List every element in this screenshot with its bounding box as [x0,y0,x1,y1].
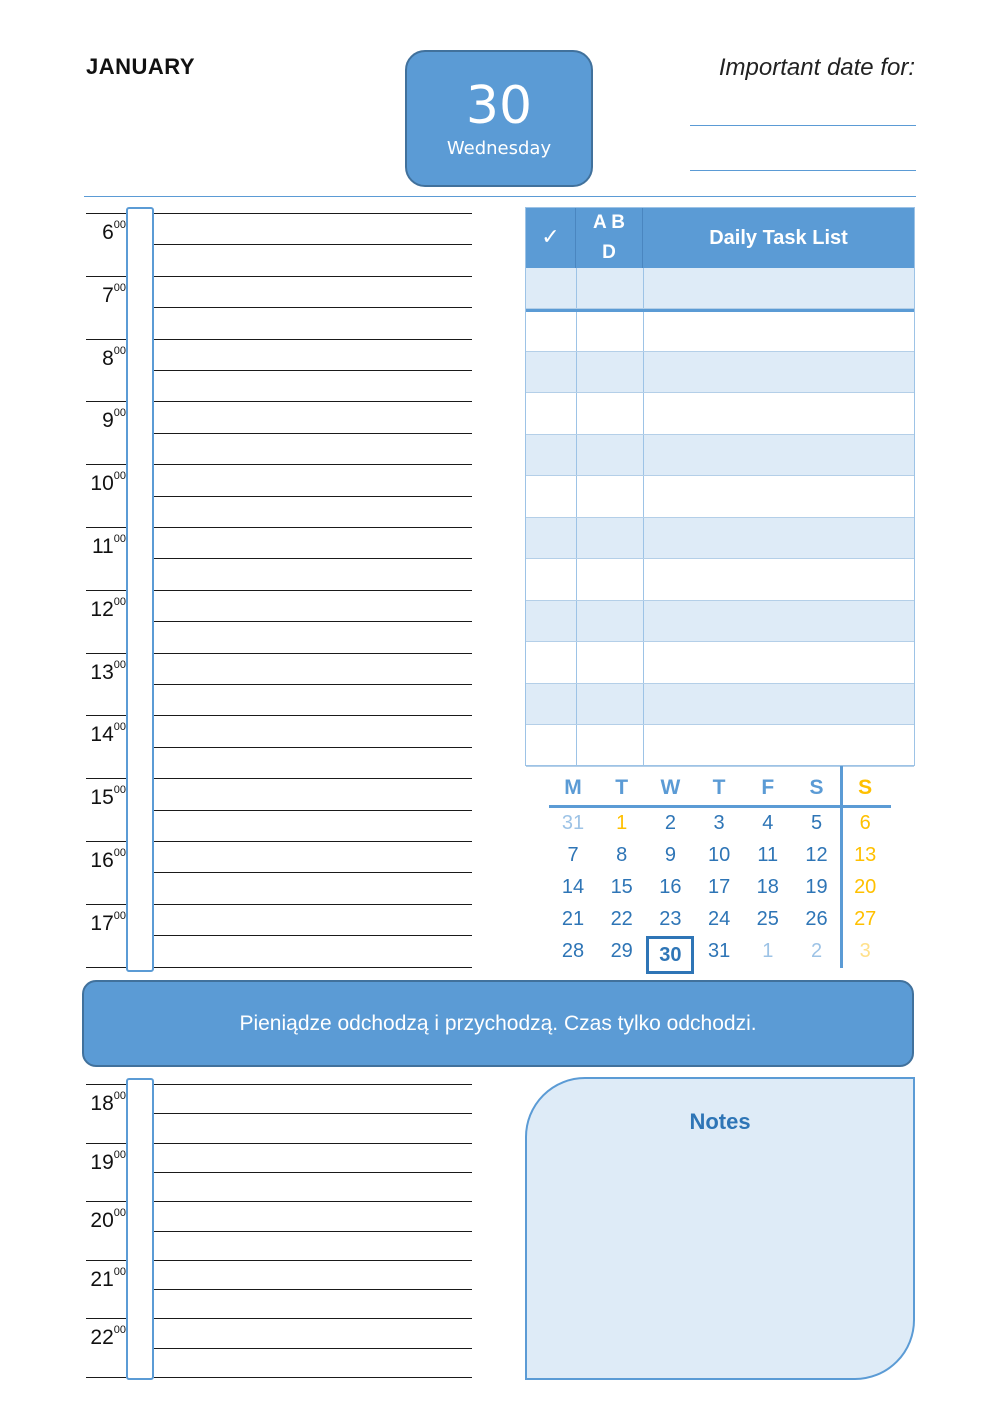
hour-tick-line [86,967,126,968]
schedule-writing-line[interactable] [154,527,472,528]
hour-label [84,1148,126,1175]
hour-value: 15 [90,786,114,810]
task-row[interactable] [526,725,914,767]
calendar-day[interactable]: 10 [707,844,731,866]
weekday-header: S [809,776,824,799]
schedule-writing-line[interactable] [154,810,472,811]
hour-tick-line [86,904,126,905]
schedule-writing-line[interactable] [154,1084,472,1085]
task-row[interactable] [526,310,914,352]
task-row[interactable] [526,684,914,726]
schedule-writing-line[interactable] [154,558,472,559]
calendar-day[interactable]: 1 [616,812,628,834]
schedule-writing-line[interactable] [154,1260,472,1261]
hour-tick-line [86,401,126,402]
hour-value: 8 [102,346,114,370]
calendar-day[interactable]: 31 [707,940,731,962]
task-list-header [526,208,914,268]
hour-label [84,1092,126,1116]
hour-label [84,1209,126,1233]
mini-calendar [549,772,891,972]
calendar-day[interactable]: 25 [756,908,779,930]
day-number: 30 [465,76,533,136]
hour-value: 6 [102,221,114,244]
task-row[interactable] [526,642,914,684]
minute-value: 00 [113,595,126,608]
calendar-day[interactable]: 8 [616,844,628,866]
calendar-day[interactable]: 15 [610,876,633,898]
calendar-day[interactable]: 21 [561,908,585,930]
minute-value: 00 [113,1265,126,1278]
schedule-writing-line[interactable] [154,276,472,277]
schedule-writing-line[interactable] [154,872,472,873]
hour-label [84,849,126,873]
schedule-writing-line[interactable] [154,778,472,779]
schedule-writing-line[interactable] [154,653,472,654]
date-badge [405,50,593,187]
hour-tick-line [86,1201,126,1202]
minute-value: 00 [113,219,126,231]
hour-tick-line [86,715,126,716]
weekday-header: F [761,776,775,799]
calendar-day[interactable]: 12 [805,844,828,866]
notes-box[interactable] [525,1077,915,1380]
important-date-label: Important date for: [718,54,915,81]
hour-label [84,658,126,685]
weekday-header: T [712,776,726,799]
hour-tick-line [86,1143,126,1144]
calendar-day[interactable]: 29 [610,940,633,962]
schedule-writing-line[interactable] [154,904,472,905]
calendar-day[interactable]: 2 [664,812,676,834]
calendar-day[interactable]: 14 [561,876,585,898]
schedule-writing-line[interactable] [154,747,472,748]
task-cell-divider [576,559,577,600]
month-title: JANUARY [86,54,196,79]
minute-value: 00 [113,909,126,922]
schedule-writing-line[interactable] [154,496,472,497]
schedule-writing-line[interactable] [154,935,472,936]
calendar-day[interactable]: 28 [561,940,585,962]
hour-value: 13 [90,660,114,684]
weekday-header: M [564,776,582,799]
hour-label [84,344,126,371]
task-cell-divider [576,684,577,725]
notes-title: Notes [689,1109,751,1134]
priority-header-text: A B D [592,212,626,263]
task-row[interactable] [526,435,914,477]
task-row[interactable] [526,393,914,435]
calendar-day[interactable]: 1 [762,940,774,962]
minute-value: 00 [113,281,126,294]
hour-label [84,1326,126,1350]
schedule-writing-line[interactable] [154,621,472,622]
task-cell-divider [576,310,577,351]
weekday-header: T [615,776,629,799]
schedule-writing-line[interactable] [154,244,472,245]
task-cell-divider [643,310,644,351]
schedule-writing-line[interactable] [154,967,472,968]
hour-tick-line [86,527,126,528]
calendar-day[interactable]: 6 [859,812,871,834]
calendar-day[interactable]: 2 [810,940,823,962]
task-cell-divider [643,601,644,642]
task-cell-divider [643,518,644,559]
minute-value: 00 [113,784,126,797]
priority-column-header [576,208,643,268]
minute-value: 00 [113,1207,126,1220]
schedule-writing-line[interactable] [154,1289,472,1290]
task-cell-divider [643,684,644,725]
schedule-bar [126,207,154,972]
schedule-writing-line[interactable] [154,841,472,842]
task-cell-divider [643,268,644,308]
hour-value: 16 [90,849,114,872]
schedule-writing-line[interactable] [154,433,472,434]
schedule-writing-line[interactable] [154,1231,472,1232]
task-row[interactable] [526,601,914,643]
calendar-day[interactable]: 16 [659,876,682,898]
task-cell-divider [576,435,577,476]
important-date-line-1[interactable] [690,125,916,126]
hour-value: 11 [91,535,114,558]
minute-value: 00 [113,1148,126,1161]
hour-label [84,535,126,559]
weekday-header: S [858,776,873,799]
minute-value: 00 [113,847,126,859]
task-row[interactable] [526,559,914,601]
calendar-day[interactable]: 9 [664,844,676,866]
task-row[interactable] [526,268,914,309]
hour-value: 19 [90,1150,114,1174]
task-row[interactable] [526,352,914,394]
task-cell-divider [643,725,644,766]
minute-value: 00 [113,344,126,357]
hour-tick-line [86,276,126,277]
daily-task-list [525,207,915,766]
task-cell-divider [576,268,577,308]
schedule-writing-line[interactable] [154,213,472,214]
calendar-day[interactable]: 4 [762,812,774,834]
schedule-writing-line[interactable] [154,1172,472,1173]
hour-tick-line [86,213,126,214]
schedule-writing-line[interactable] [154,1201,472,1202]
schedule-evening [84,1078,474,1380]
task-cell-divider [643,642,644,683]
hour-label [84,221,126,245]
task-cell-divider [643,559,644,600]
hour-value: 18 [90,1092,114,1115]
hour-tick-line [86,841,126,842]
calendar-day-today[interactable]: 30 [646,936,694,974]
hour-tick-line [86,1377,126,1378]
hour-tick-line [86,464,126,465]
minute-value: 00 [113,721,126,734]
schedule-writing-line[interactable] [154,1318,472,1319]
task-cell-divider [643,393,644,434]
hour-label [84,281,126,308]
task-list-separator [526,309,914,312]
calendar-day[interactable]: 26 [805,908,828,930]
calendar-day[interactable]: 3 [713,812,725,834]
hour-tick-line [86,1084,126,1085]
hour-label [84,723,126,747]
quote-banner: Pieniądze odchodzą i przychodzą. Czas tylko odchodzi. [82,980,914,1067]
schedule-morning [84,207,474,972]
hour-tick-line [86,653,126,654]
weekday-header: W [660,776,681,799]
hour-tick-line [86,590,126,591]
task-cell-divider [576,393,577,434]
minute-value: 00 [113,1090,126,1102]
task-cell-divider [643,476,644,517]
calendar-day[interactable]: 5 [810,812,823,834]
task-cell-divider [576,725,577,766]
hour-value: 17 [90,911,114,935]
hour-value: 12 [90,597,114,621]
schedule-writing-line[interactable] [154,590,472,591]
minute-value: 00 [113,470,126,483]
calendar-day[interactable]: 11 [757,844,779,866]
task-cell-divider [643,352,644,393]
schedule-writing-line[interactable] [154,370,472,371]
minute-value: 00 [113,658,126,671]
calendar-day[interactable]: 24 [707,908,731,930]
schedule-writing-line[interactable] [154,1143,472,1144]
calendar-day[interactable]: 3 [859,940,871,962]
calendar-day[interactable]: 22 [610,908,633,930]
hour-value: 21 [90,1267,114,1291]
minute-value: 00 [113,407,126,420]
calendar-day[interactable]: 20 [854,876,877,898]
calendar-day[interactable]: 31 [561,812,585,834]
task-cell-divider [576,518,577,559]
hour-value: 22 [90,1326,114,1350]
calendar-day[interactable]: 19 [805,876,828,898]
schedule-writing-line[interactable] [154,684,472,685]
calendar-day[interactable]: 7 [567,844,579,866]
task-cell-divider [643,435,644,476]
hour-label [84,595,126,622]
task-cell-divider [576,352,577,393]
calendar-day[interactable]: 17 [707,876,731,898]
schedule-writing-line[interactable] [154,401,472,402]
task-cell-divider [576,601,577,642]
schedule-writing-line[interactable] [154,1377,472,1378]
task-cell-divider [576,642,577,683]
important-date-line-2[interactable] [690,170,916,171]
header-divider [84,196,916,197]
calendar-day[interactable]: 18 [756,876,779,898]
task-row[interactable] [526,476,914,518]
hour-value: 14 [90,723,114,747]
hour-value: 9 [102,409,114,433]
hour-label [84,786,126,810]
calendar-day[interactable]: 13 [854,844,877,866]
hour-tick-line [86,1260,126,1261]
hour-label [84,409,126,433]
hour-tick-line [86,1318,126,1319]
hour-value: 7 [102,283,114,307]
calendar-day[interactable]: 27 [854,908,877,930]
hour-value: 10 [90,472,114,496]
hour-label [84,472,126,496]
task-row[interactable] [526,518,914,560]
hour-tick-line [86,339,126,340]
schedule-writing-line[interactable] [154,464,472,465]
hour-label [84,909,126,936]
schedule-bar [126,1078,154,1380]
hour-label [84,1265,126,1292]
schedule-writing-line[interactable] [154,339,472,340]
check-column-header: ✓ [526,208,576,268]
hour-value: 20 [90,1209,114,1233]
task-list-title: Daily Task List [709,227,848,249]
minute-value: 00 [113,533,126,545]
schedule-writing-line[interactable] [154,715,472,716]
task-cell-divider [576,476,577,517]
minute-value: 00 [113,1324,126,1337]
schedule-writing-line[interactable] [154,1348,472,1349]
hour-tick-line [86,778,126,779]
schedule-writing-line[interactable] [154,1113,472,1114]
calendar-day[interactable]: 23 [659,908,682,930]
day-name: Wednesday [446,138,552,159]
schedule-writing-line[interactable] [154,307,472,308]
